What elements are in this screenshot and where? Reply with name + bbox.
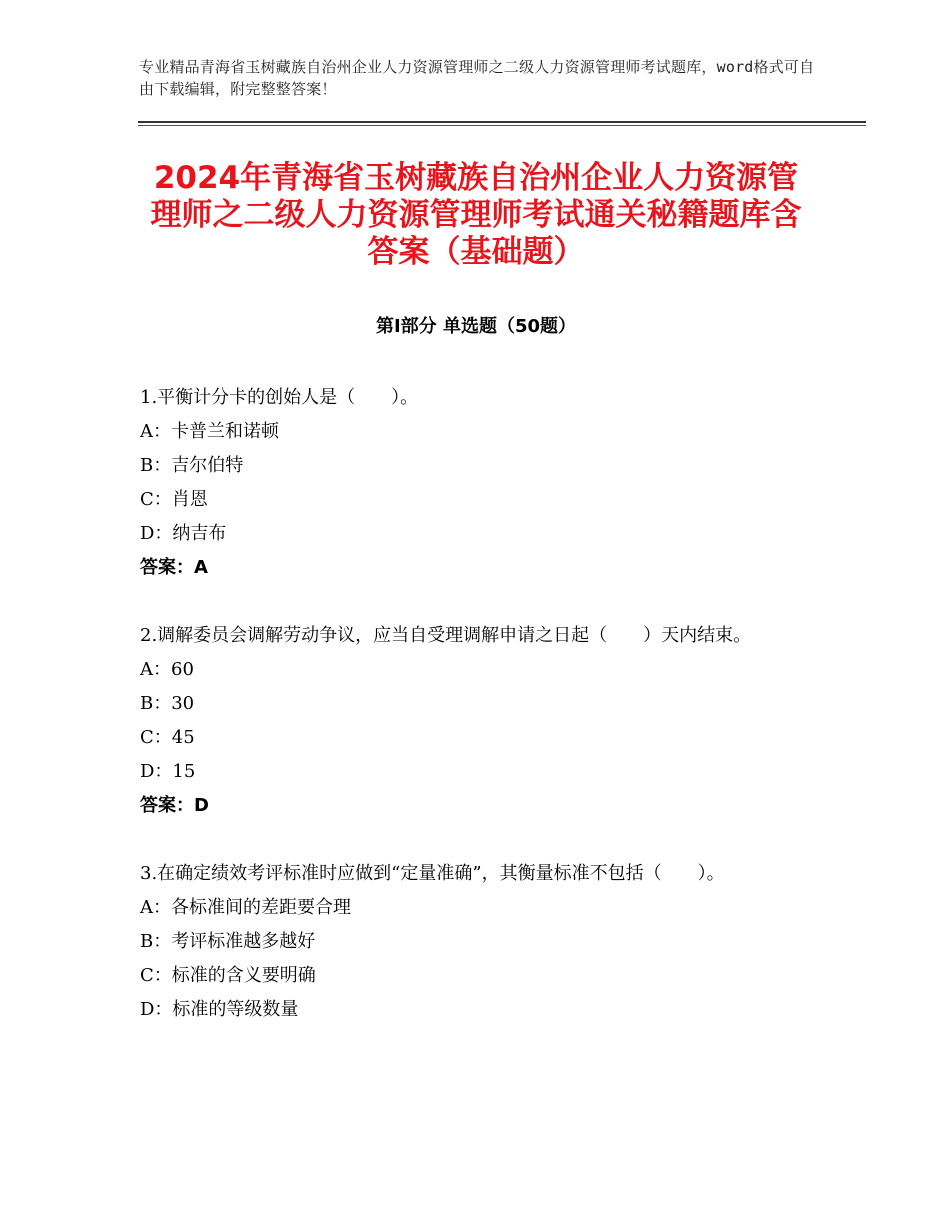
- header-divider-thick: [138, 121, 866, 123]
- question-1: [140, 381, 812, 585]
- header-note: 专业精品青海省玉树藏族自治州企业人力资源管理师之二级人力资源管理师考试题库，word格式可自由下载编辑，附完整整答案！: [139, 58, 815, 98]
- option-c: C：标准的含义要明确: [140, 965, 316, 986]
- option-d: D：标准的等级数量: [140, 999, 299, 1020]
- question-list: [140, 381, 812, 1061]
- option-a: A：各标准间的差距要合理: [140, 897, 351, 918]
- question-2: [140, 619, 812, 823]
- question-stem: 3.在确定绩效考评标准时应做到“定量准确”，其衡量标准不包括（ ）。: [140, 863, 725, 884]
- option-c: C：45: [140, 727, 195, 748]
- option-d: D：15: [140, 761, 196, 782]
- option-b: B：30: [140, 693, 195, 714]
- question-stem: 2.调解委员会调解劳动争议，应当自受理调解申请之日起（ ）天内结束。: [140, 625, 752, 646]
- answer-line: 答案：A: [140, 557, 208, 578]
- header-divider-thin: [138, 125, 866, 126]
- option-b: B：考评标准越多越好: [140, 931, 316, 952]
- option-b: B：吉尔伯特: [140, 455, 244, 476]
- question-stem: 1.平衡计分卡的创始人是（ ）。: [140, 387, 419, 408]
- question-3: [140, 857, 812, 1027]
- option-a: A：卡普兰和诺顿: [140, 421, 279, 442]
- section-title: 第Ⅰ部分 单选题（50题）: [375, 316, 576, 337]
- document-title: 2024年青海省玉树藏族自治州企业人力资源管理师之二级人力资源管理师考试通关秘籍题库含答案（基础题）: [150, 160, 802, 270]
- answer-line: 答案：D: [140, 795, 209, 816]
- option-d: D：纳吉布: [140, 523, 227, 544]
- option-c: C：肖恩: [140, 489, 208, 510]
- option-a: A：60: [140, 659, 194, 680]
